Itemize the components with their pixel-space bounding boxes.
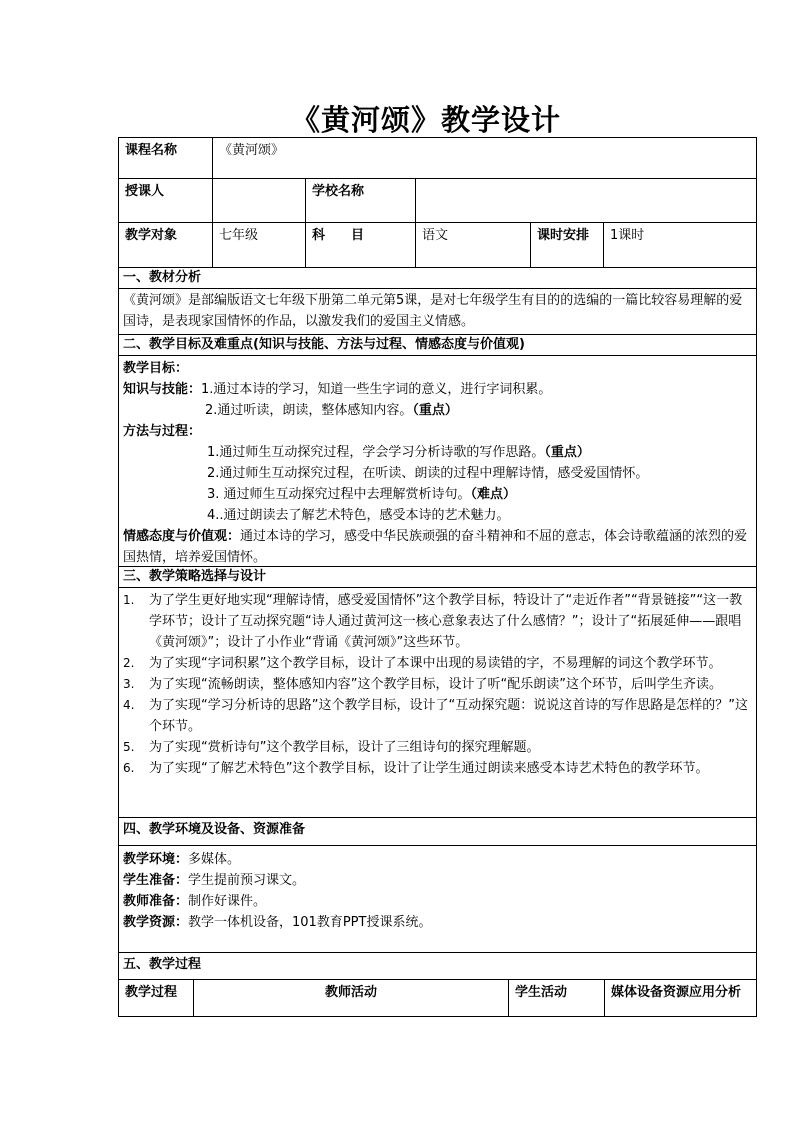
teacher-prep-line [123,891,752,912]
strategy-text: 为了学生更好地实现“理解诗情，感受爱国情怀”这个教学目标，特设计了“走近作者”“背景链接”“这一教学环节；设计了互动探究题“诗人通过黄河这一核心意象表达了什么感情？”；设计了“拓展延伸——跟唱《黄河颂》”；设计了小作业“背诵《黄河颂》”这些环节。 [149,593,743,650]
student-value: 学生提前预习课文。 [188,873,306,888]
student-label: 学生准备： [123,873,189,888]
strategy-text: 为了实现“学习分析诗的思路”这个教学目标，设计了“互动探究题：说说这首诗的写作思路是怎样的？”这个环节。 [149,698,748,734]
knowledge-1: 1.通过本诗的学习，知道一些生字词的意义，进行字词积累。 [201,382,552,397]
strategy-text: 为了实现“流畅朗读，整体感知内容”这个教学目标，设计了听“配乐朗读”这个环节，后叫学生齐读。 [149,677,722,692]
section5-heading-row [119,953,756,980]
teacher-prep-label: 教师准备： [123,894,189,909]
course-name-row [119,138,756,179]
method-line-4: 4..通过朗读去了解艺术特色，感受本诗的艺术魅力。 [207,508,510,523]
env-value: 多媒体。 [188,852,241,867]
col-teacher-activity: 教师活动 [194,980,509,1016]
schedule-label: 课时安排 [531,223,604,267]
section2-heading: 二、教学目标及难重点(知识与技能、方法与过程、情感态度与价值观) [123,337,525,352]
section1-text: 《黄河颂》是部编版语文七年级下册第二单元第5课，是对七年级学生有目的的选编的一篇比较容易理解的爱国诗，是表现家国情怀的作品，以激发我们的爱国主义情感。 [123,293,743,329]
strategy-text: 为了实现“字词积累”这个教学目标，设计了本课中出现的易读错的字，不易理解的词这个教学环节。 [149,656,722,671]
strategy-num: 5. [123,740,135,754]
page-title: 《黄河颂》教学设计 [290,103,561,137]
strategy-num: 3. [123,677,135,691]
emotion-text: 通过本诗的学习，感受中华民族顽强的奋斗精神和不屈的意志，体会诗歌蕴涵的浓烈的爱国热情，培养爱国情怀。 [123,529,748,565]
target-label: 教学对象 [119,223,213,267]
goals-label: 教学目标： [123,361,189,376]
strategy-item [123,674,752,695]
strategy-list [119,590,756,779]
section2-heading-row [119,335,756,356]
strategy-item [123,758,752,779]
teacher-prep-value: 制作好课件。 [188,894,267,909]
knowledge-2: 2.通过听读，朗读，整体感知内容。 [205,403,413,418]
knowledge-2-mark: （重点） [412,403,458,418]
method-label: 方法与过程： [123,424,202,439]
emotion-line [123,526,752,568]
method-line-3 [123,484,752,505]
method-3: 3. 通过师生互动探究过程中去理解赏析诗句。 [207,487,471,502]
teacher-label: 授课人 [119,179,213,222]
school-label: 学校名称 [306,179,416,222]
section3-heading-row [119,567,756,588]
course-name-value: 《黄河颂》 [219,143,285,158]
strategy-num: 6. [123,761,135,775]
strategy-num: 4. [123,698,135,712]
knowledge-line-2 [123,400,752,421]
strategy-text: 为了实现“了解艺术特色”这个教学目标，设计了让学生通过朗读来感受本诗艺术特色的教学环节。 [149,761,709,776]
col-process: 教学过程 [119,980,194,1016]
strategy-text: 为了实现“赏析诗句”这个教学目标，设计了三组诗句的探究理解题。 [149,740,540,755]
env-line [123,849,752,870]
section2-content [119,356,756,566]
school-value [416,179,756,222]
section3-heading: 三、教学策略选择与设计 [123,569,267,584]
resource-value: 教学一体机设备，101教育PPT授课系统。 [188,915,432,930]
col-media-analysis: 媒体设备资源应用分析 [611,985,742,1000]
course-name-label: 课程名称 [119,138,213,178]
target-row [119,223,756,268]
section1-content-row [119,289,756,335]
section1-heading-row [119,268,756,289]
target-value: 七年级 [213,223,306,267]
method-1: 1.通过师生互动探究过程，学会学习分析诗歌的写作思路。 [207,445,545,460]
section5-heading: 五、教学过程 [123,957,202,972]
env-label: 教学环境： [123,852,189,867]
strategy-item [123,590,752,653]
method-line-2: 2.通过师生互动探究过程，在听读、朗读的过程中理解诗情，感受爱国情怀。 [207,466,649,481]
method-line-1 [123,442,752,463]
section3-content [119,588,756,817]
lesson-plan-table [118,137,757,1017]
subject-value: 语文 [416,223,531,267]
section4-heading-row [119,818,756,846]
teacher-row [119,179,756,223]
section2-content-row [119,356,756,567]
col-student-activity: 学生活动 [509,980,605,1016]
knowledge-label: 知识与技能： [123,382,202,397]
strategy-item [123,653,752,674]
strategy-num: 1. [123,593,135,607]
method-1-mark: （重点） [544,445,590,460]
section1-heading: 一、教材分析 [123,270,202,285]
knowledge-line-1 [123,379,752,400]
process-header-row [119,980,756,1016]
section4-heading: 四、教学环境及设备、资源准备 [123,822,306,837]
section4-content-row [119,846,756,953]
section4-content [119,846,756,952]
resource-line [123,912,752,933]
method-3-mark: （难点） [470,487,517,502]
teacher-value [213,179,306,222]
student-line [123,870,752,891]
schedule-value: 1课时 [610,228,645,243]
section3-content-row [119,588,756,818]
resource-label: 教学资源： [123,915,189,930]
strategy-item [123,695,752,737]
subject-label: 科 目 [306,223,416,267]
emotion-label: 情感态度与价值观： [123,529,241,544]
strategy-item [123,737,752,758]
strategy-num: 2. [123,656,135,670]
